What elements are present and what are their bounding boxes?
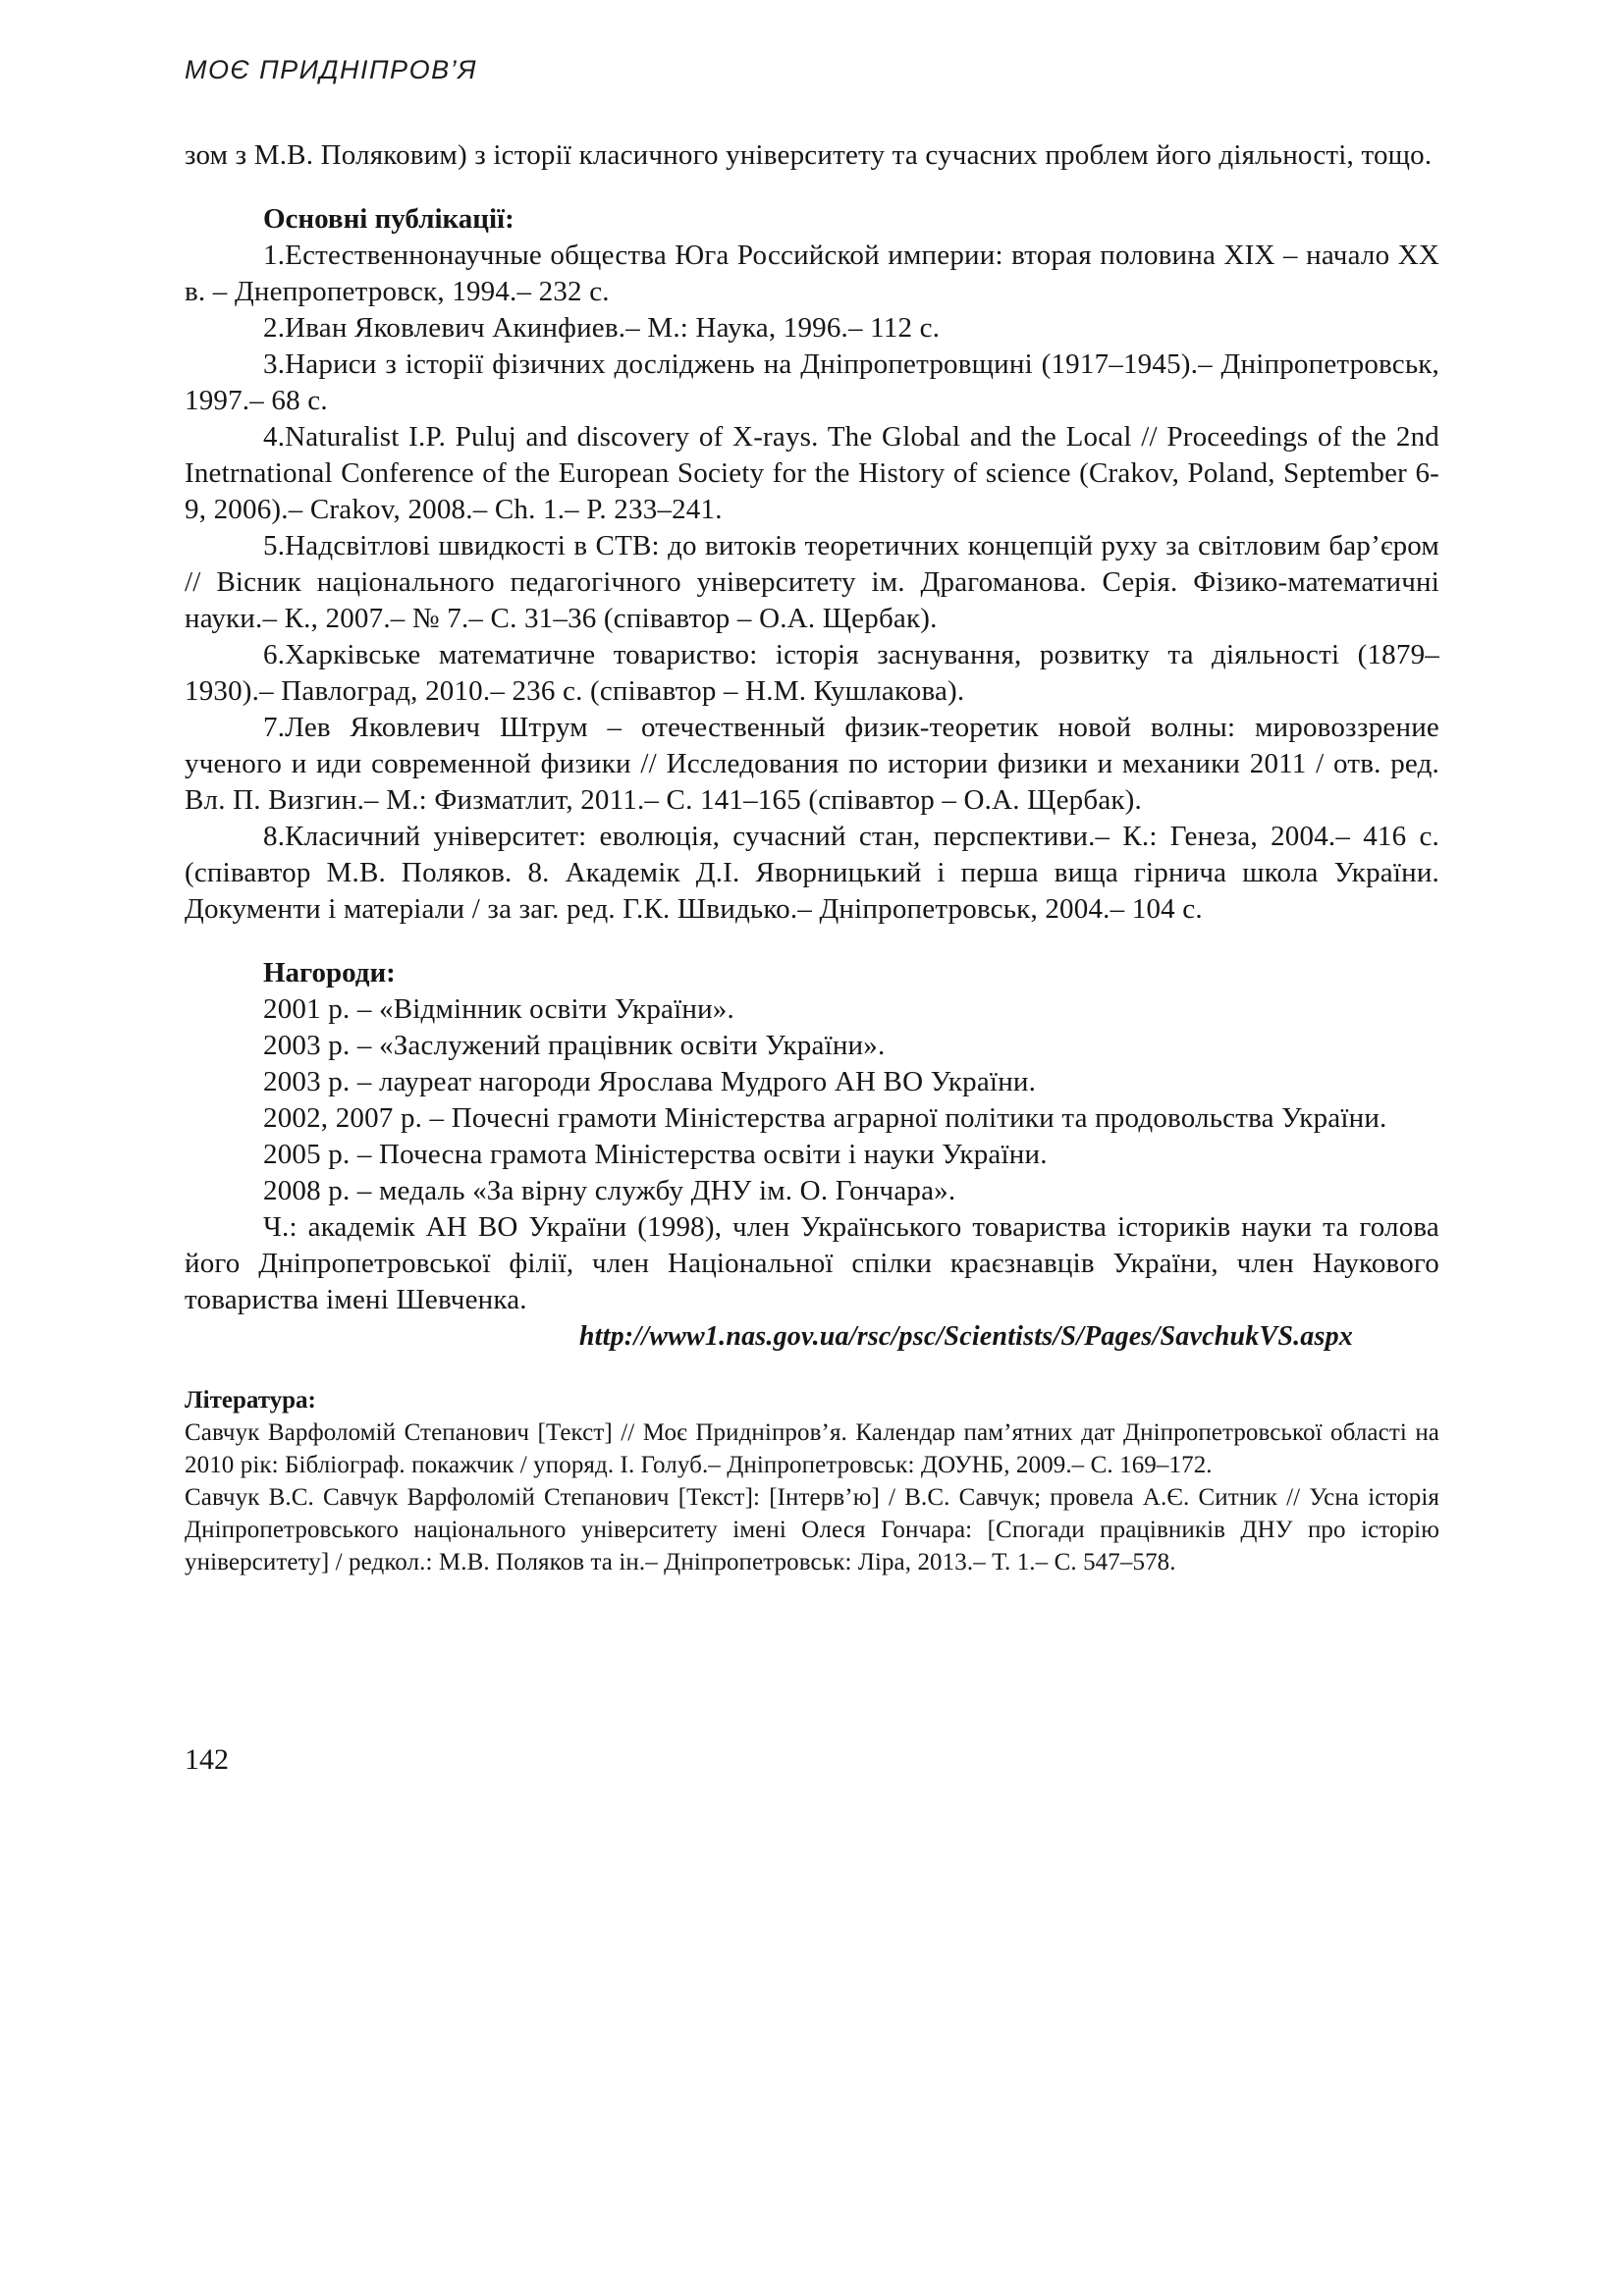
award-item: 2008 р. – медаль «За вірну службу ДНУ ім. О. Гончара». bbox=[263, 1175, 956, 1206]
publication-item: 6.Харківське математичне товариство: історія заснування, розвитку та діяльності (1879–1930).– Павлоград, 2010.– 236 с. (співавтор – Н.М. Кушлакова). bbox=[185, 639, 1439, 707]
publication-item: 7.Лев Яковлевич Штрум – отечественный физик-теоретик новой волны: мировоззрение ученого и иди современной физики // Исследования по истории физики и механики 2011 / отв. ред. Вл. П. Визгин.– М.: Физматлит, 2011.– С. 141–165 (співавтор – О.А. Щербак). bbox=[185, 712, 1439, 816]
publication-item: 1.Естественнонаучные общества Юга Российской империи: вторая половина XIX – начало XX в. – Днепропетровск, 1994.– 232 с. bbox=[185, 240, 1439, 307]
award-item: 2003 р. – лауреат нагороди Ярослава Мудрого АН ВО України. bbox=[263, 1066, 1037, 1097]
publication-item: 4.Naturalist I.P. Puluj and discovery of X-rays. The Global and the Local // Proceedings of the 2nd Inetrnational Conference of the European Society for the History of science (Crakov, Poland, September 6-9, 2006).– Crakov, 2008.– Ch. 1.– P. 233–241. bbox=[185, 421, 1439, 525]
membership-paragraph: Ч.: академік АН ВО України (1998), член Українського товариства істориків науки та голова його Дніпропетровської філії, член Національної спілки краєзнавців України, член Наукового товариства імені Шевченка. bbox=[185, 1211, 1439, 1315]
page-number: 142 bbox=[185, 1743, 229, 1776]
literature-section bbox=[185, 1384, 1439, 1578]
award-item: 2005 р. – Почесна грамота Міністерства освіти і науки України. bbox=[263, 1139, 1048, 1170]
publication-item: 8.Класичний університет: еволюція, сучасний стан, перспективи.– К.: Генеза, 2004.– 416 с. (співавтор М.В. Поляков. 8. Академік Д.І. Яворницький і перша вища гірнича школа України. Документи і матеріали / за заг. ред. Г.К. Швидько.– Дніпропетровськ, 2004.– 104 с. bbox=[185, 821, 1439, 925]
publication-item: 2.Иван Яковлевич Акинфиев.– М.: Наука, 1996.– 112 с. bbox=[263, 312, 941, 344]
literature-heading: Література: bbox=[185, 1387, 316, 1414]
publication-item: 3.Нариси з історії фізичних досліджень на Дніпропетровщині (1917–1945).– Дніпропетровськ, 1997.– 68 с. bbox=[185, 348, 1439, 416]
literature-item: Савчук Варфоломій Степанович [Текст] // Моє Придніпров’я. Календар пам’ятних дат Дніпропетровської області на 2010 рік: Бібліограф. покажчик / упоряд. І. Голуб.– Дніпропетровськ: ДОУНБ, 2009.– С. 169–172. bbox=[185, 1419, 1439, 1478]
awards-heading: Нагороди: bbox=[263, 957, 396, 988]
publication-item: 5.Надсвітлові швидкості в СТВ: до витоків теоретичних концепцій руху за світловим бар’єром // Вісник національного педагогічного університету ім. Драгоманова. Серія. Фізико-математичні науки.– К., 2007.– № 7.– С. 31–36 (співавтор – О.А. Щербак). bbox=[185, 530, 1439, 634]
running-header: МОЄ ПРИДНІПРОВ’Я bbox=[185, 55, 477, 84]
profile-url: http://www1.nas.gov.ua/rsc/psc/Scientists/S/Pages/SavchukVS.aspx bbox=[578, 1321, 1353, 1352]
award-item: 2002, 2007 р. – Почесні грамоти Міністерства аграрної політики та продовольства України. bbox=[263, 1102, 1387, 1134]
award-item: 2001 р. – «Відмінник освіти України». bbox=[263, 993, 734, 1025]
publications-heading: Основні публікації: bbox=[263, 203, 514, 235]
page-content bbox=[185, 137, 1439, 1578]
intro-paragraph: зом з М.В. Поляковим) з історії класичного університету та сучасних проблем його діяльності, тощо. bbox=[185, 139, 1433, 171]
literature-item: Савчук В.С. Савчук Варфоломій Степанович [Текст]: [Інтерв’ю] / В.С. Савчук; провела А.Є. Ситник // Усна історія Дніпропетровського національного університету імені Олеся Гончара: [Спогади працівників ДНУ про історію університету] / редкол.: М.В. Поляков та ін.– Дніпропетровськ: Ліра, 2013.– Т. 1.– С. 547–578. bbox=[185, 1484, 1439, 1575]
award-item: 2003 р. – «Заслужений працівник освіти України». bbox=[263, 1030, 886, 1061]
